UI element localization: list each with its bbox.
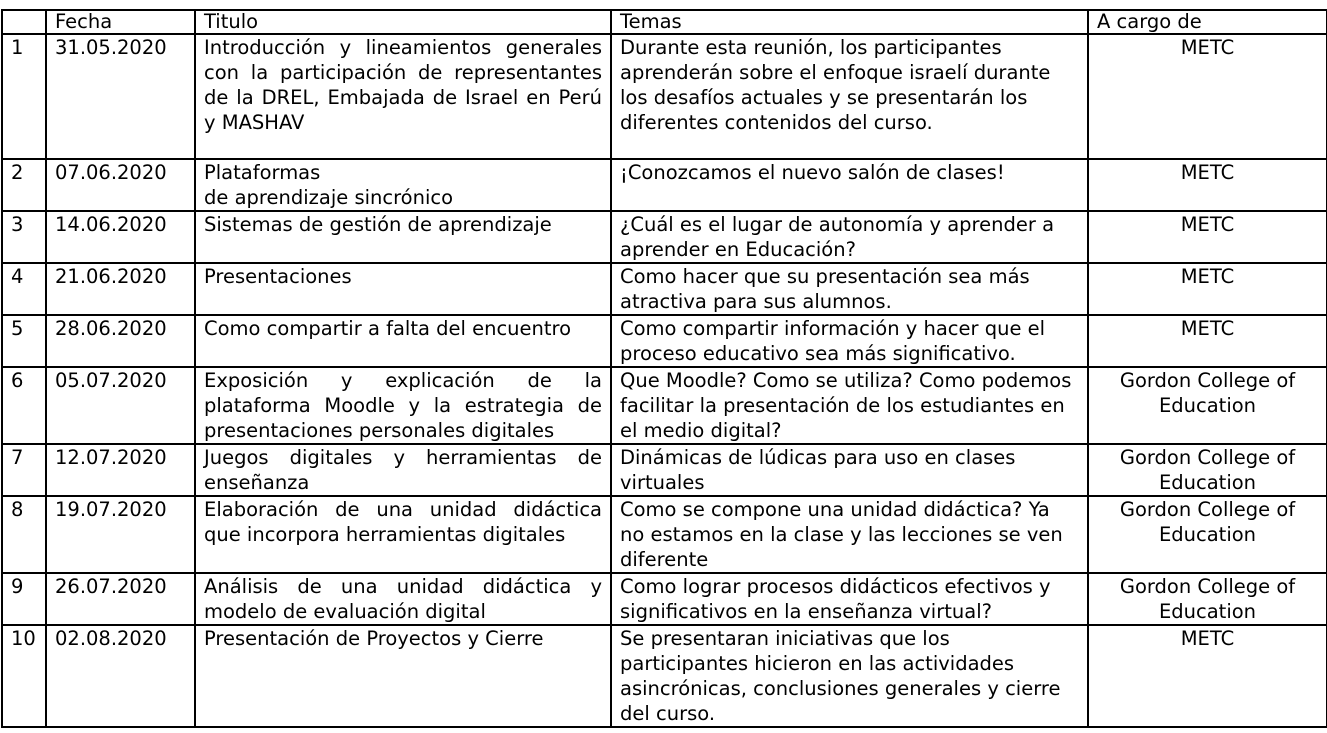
row-fecha: 26.07.2020	[46, 573, 195, 625]
row-number: 10	[2, 625, 46, 727]
row-temas: Se presentaran iniciativas que los participantes hicieron en las actividades asincrónicas, conclusiones generales y cierre del curso.	[611, 625, 1088, 727]
row-temas: Que Moodle? Como se utiliza? Como podemos facilitar la presentación de los estudiantes en el medio digital?	[611, 367, 1088, 444]
row-temas: Como se compone una unidad didáctica? Ya no estamos en la clase y las lecciones se ven diferente	[611, 496, 1088, 573]
row-fecha: 21.06.2020	[46, 263, 195, 315]
row-fecha: 07.06.2020	[46, 159, 195, 211]
header-row	[2, 10, 1327, 34]
row-number: 9	[2, 573, 46, 625]
table-row	[2, 367, 1327, 444]
row-number: 8	[2, 496, 46, 573]
row-titulo: Introducción y lineamientos generales con la participación de representantes de la DREL, Embajada de Israel en Perú y MASHAV	[195, 34, 611, 159]
table-row	[2, 573, 1327, 625]
row-temas: ¡Conozcamos el nuevo salón de clases!	[611, 159, 1088, 211]
row-titulo: Presentación de Proyectos y Cierre	[195, 625, 611, 727]
row-a-cargo: Gordon College of Education	[1088, 496, 1327, 573]
row-temas: ¿Cuál es el lugar de autonomía y aprender a aprender en Educación?	[611, 211, 1088, 263]
row-fecha: 28.06.2020	[46, 315, 195, 367]
table-row	[2, 625, 1327, 727]
row-titulo: Como compartir a falta del encuentro	[195, 315, 611, 367]
row-a-cargo: METC	[1088, 211, 1327, 263]
header-num	[2, 10, 46, 34]
row-titulo: Presentaciones	[195, 263, 611, 315]
schedule-table-body	[2, 10, 1327, 727]
header-a-cargo: A cargo de	[1088, 10, 1327, 34]
row-number: 2	[2, 159, 46, 211]
row-fecha: 12.07.2020	[46, 444, 195, 496]
header-fecha: Fecha	[46, 10, 195, 34]
row-number: 4	[2, 263, 46, 315]
row-a-cargo: Gordon College of Education	[1088, 444, 1327, 496]
row-fecha: 14.06.2020	[46, 211, 195, 263]
row-fecha: 19.07.2020	[46, 496, 195, 573]
row-a-cargo: METC	[1088, 625, 1327, 727]
row-titulo: Juegos digitales y herramientas de enseñanza	[195, 444, 611, 496]
row-a-cargo: METC	[1088, 263, 1327, 315]
row-temas: Como lograr procesos didácticos efectivos y significativos en la enseñanza virtual?	[611, 573, 1088, 625]
header-titulo: Titulo	[195, 10, 611, 34]
row-titulo: Plataformas de aprendizaje sincrónico	[195, 159, 611, 211]
row-number: 5	[2, 315, 46, 367]
row-temas: Como compartir información y hacer que el proceso educativo sea más significativo.	[611, 315, 1088, 367]
table-row	[2, 444, 1327, 496]
row-titulo: Elaboración de una unidad didáctica que incorpora herramientas digitales	[195, 496, 611, 573]
row-a-cargo: METC	[1088, 159, 1327, 211]
row-temas: Dinámicas de lúdicas para uso en clases virtuales	[611, 444, 1088, 496]
row-a-cargo: Gordon College of Education	[1088, 367, 1327, 444]
row-temas: Durante esta reunión, los participantes aprenderán sobre el enfoque israelí durante los desafíos actuales y se presentarán los diferentes contenidos del curso.	[611, 34, 1088, 159]
row-titulo: Exposición y explicación de la plataforma Moodle y la estrategia de presentaciones personales digitales	[195, 367, 611, 444]
row-number: 6	[2, 367, 46, 444]
row-number: 7	[2, 444, 46, 496]
table-row	[2, 211, 1327, 263]
table-row	[2, 315, 1327, 367]
schedule-table	[1, 9, 1327, 728]
row-fecha: 31.05.2020	[46, 34, 195, 159]
row-titulo: Sistemas de gestión de aprendizaje	[195, 211, 611, 263]
row-titulo: Análisis de una unidad didáctica y modelo de evaluación digital	[195, 573, 611, 625]
table-row	[2, 159, 1327, 211]
row-fecha: 05.07.2020	[46, 367, 195, 444]
row-fecha: 02.08.2020	[46, 625, 195, 727]
row-a-cargo: Gordon College of Education	[1088, 573, 1327, 625]
row-temas: Como hacer que su presentación sea más atractiva para sus alumnos.	[611, 263, 1088, 315]
table-row	[2, 263, 1327, 315]
row-a-cargo: METC	[1088, 34, 1327, 159]
row-number: 3	[2, 211, 46, 263]
row-a-cargo: METC	[1088, 315, 1327, 367]
table-row	[2, 34, 1327, 159]
table-row	[2, 496, 1327, 573]
row-number: 1	[2, 34, 46, 159]
header-temas: Temas	[611, 10, 1088, 34]
